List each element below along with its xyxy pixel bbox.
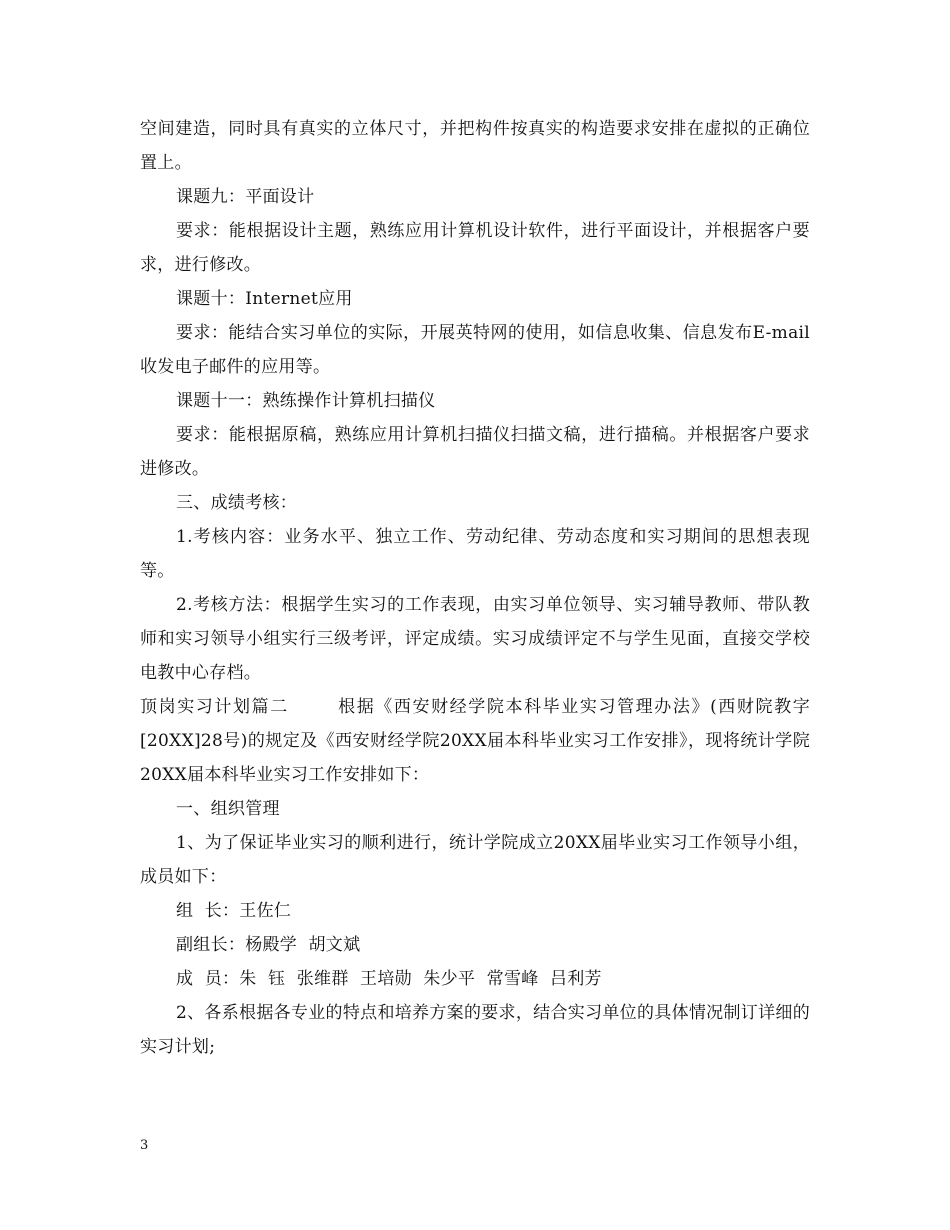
paragraph: 副组长：杨殿学 胡文斌 — [176, 935, 361, 955]
paragraph: 一、组织管理 — [176, 799, 280, 819]
paragraph: 要求：能结合实习单位的实际，开展英特网的使用，如信息收集、信息发布E-mail收发电子邮件的应用等。 — [140, 323, 810, 377]
paragraph: 1、为了保证毕业实习的顺利进行，统计学院成立20XX届毕业实习工作领导小组，成员如下： — [140, 833, 810, 887]
paragraph: 2、各系根据各专业的特点和培养方案的要求，结合实习单位的具体情况制订详细的实习计划; — [140, 1003, 810, 1057]
paragraph: 空间建造，同时具有真实的立体尺寸，并把构件按真实的构造要求安排在虚拟的正确位置上。 — [140, 119, 810, 173]
page-number: 3 — [140, 1138, 149, 1153]
paragraph: 三、成绩考核： — [176, 493, 298, 513]
paragraph: 课题十一：熟练操作计算机扫描仪 — [176, 391, 436, 411]
section-heading: 顶岗实习计划篇二 — [140, 697, 289, 717]
paragraph: 要求：能根据设计主题，熟练应用计算机设计软件，进行平面设计，并根据客户要求，进行修改。 — [140, 221, 810, 275]
section-intro: 根据《西安财经学院本科毕业实习管理办法》(西财院教字[20XX]28号)的规定及《西安财经学院20XX届本科毕业实习工作安排》，现将统计学院20XX届本科毕业实习工作安排如下： — [140, 697, 810, 785]
paragraph: 课题九：平面设计 — [176, 187, 315, 207]
paragraph: 成 员：朱 钰 张维群 王培勋 朱少平 常雪峰 吕利芳 — [176, 969, 602, 989]
paragraph: 1.考核内容：业务水平、独立工作、劳动纪律、劳动态度和实习期间的思想表现等。 — [140, 527, 810, 581]
paragraph: 2.考核方法：根据学生实习的工作表现，由实习单位领导、实习辅导教师、带队教师和实习领导小组实行三级考评，评定成绩。实习成绩评定不与学生见面，直接交学校电教中心存档。 — [140, 595, 810, 683]
paragraph: 组 长：王佐仁 — [176, 901, 292, 921]
paragraph: 课题十：Internet应用 — [176, 289, 353, 309]
section-intro-paragraph — [140, 690, 810, 792]
document-body — [140, 112, 810, 1064]
paragraph: 要求：能根据原稿，熟练应用计算机扫描仪扫描文稿，进行描稿。并根据客户要求进修改。 — [140, 425, 810, 479]
